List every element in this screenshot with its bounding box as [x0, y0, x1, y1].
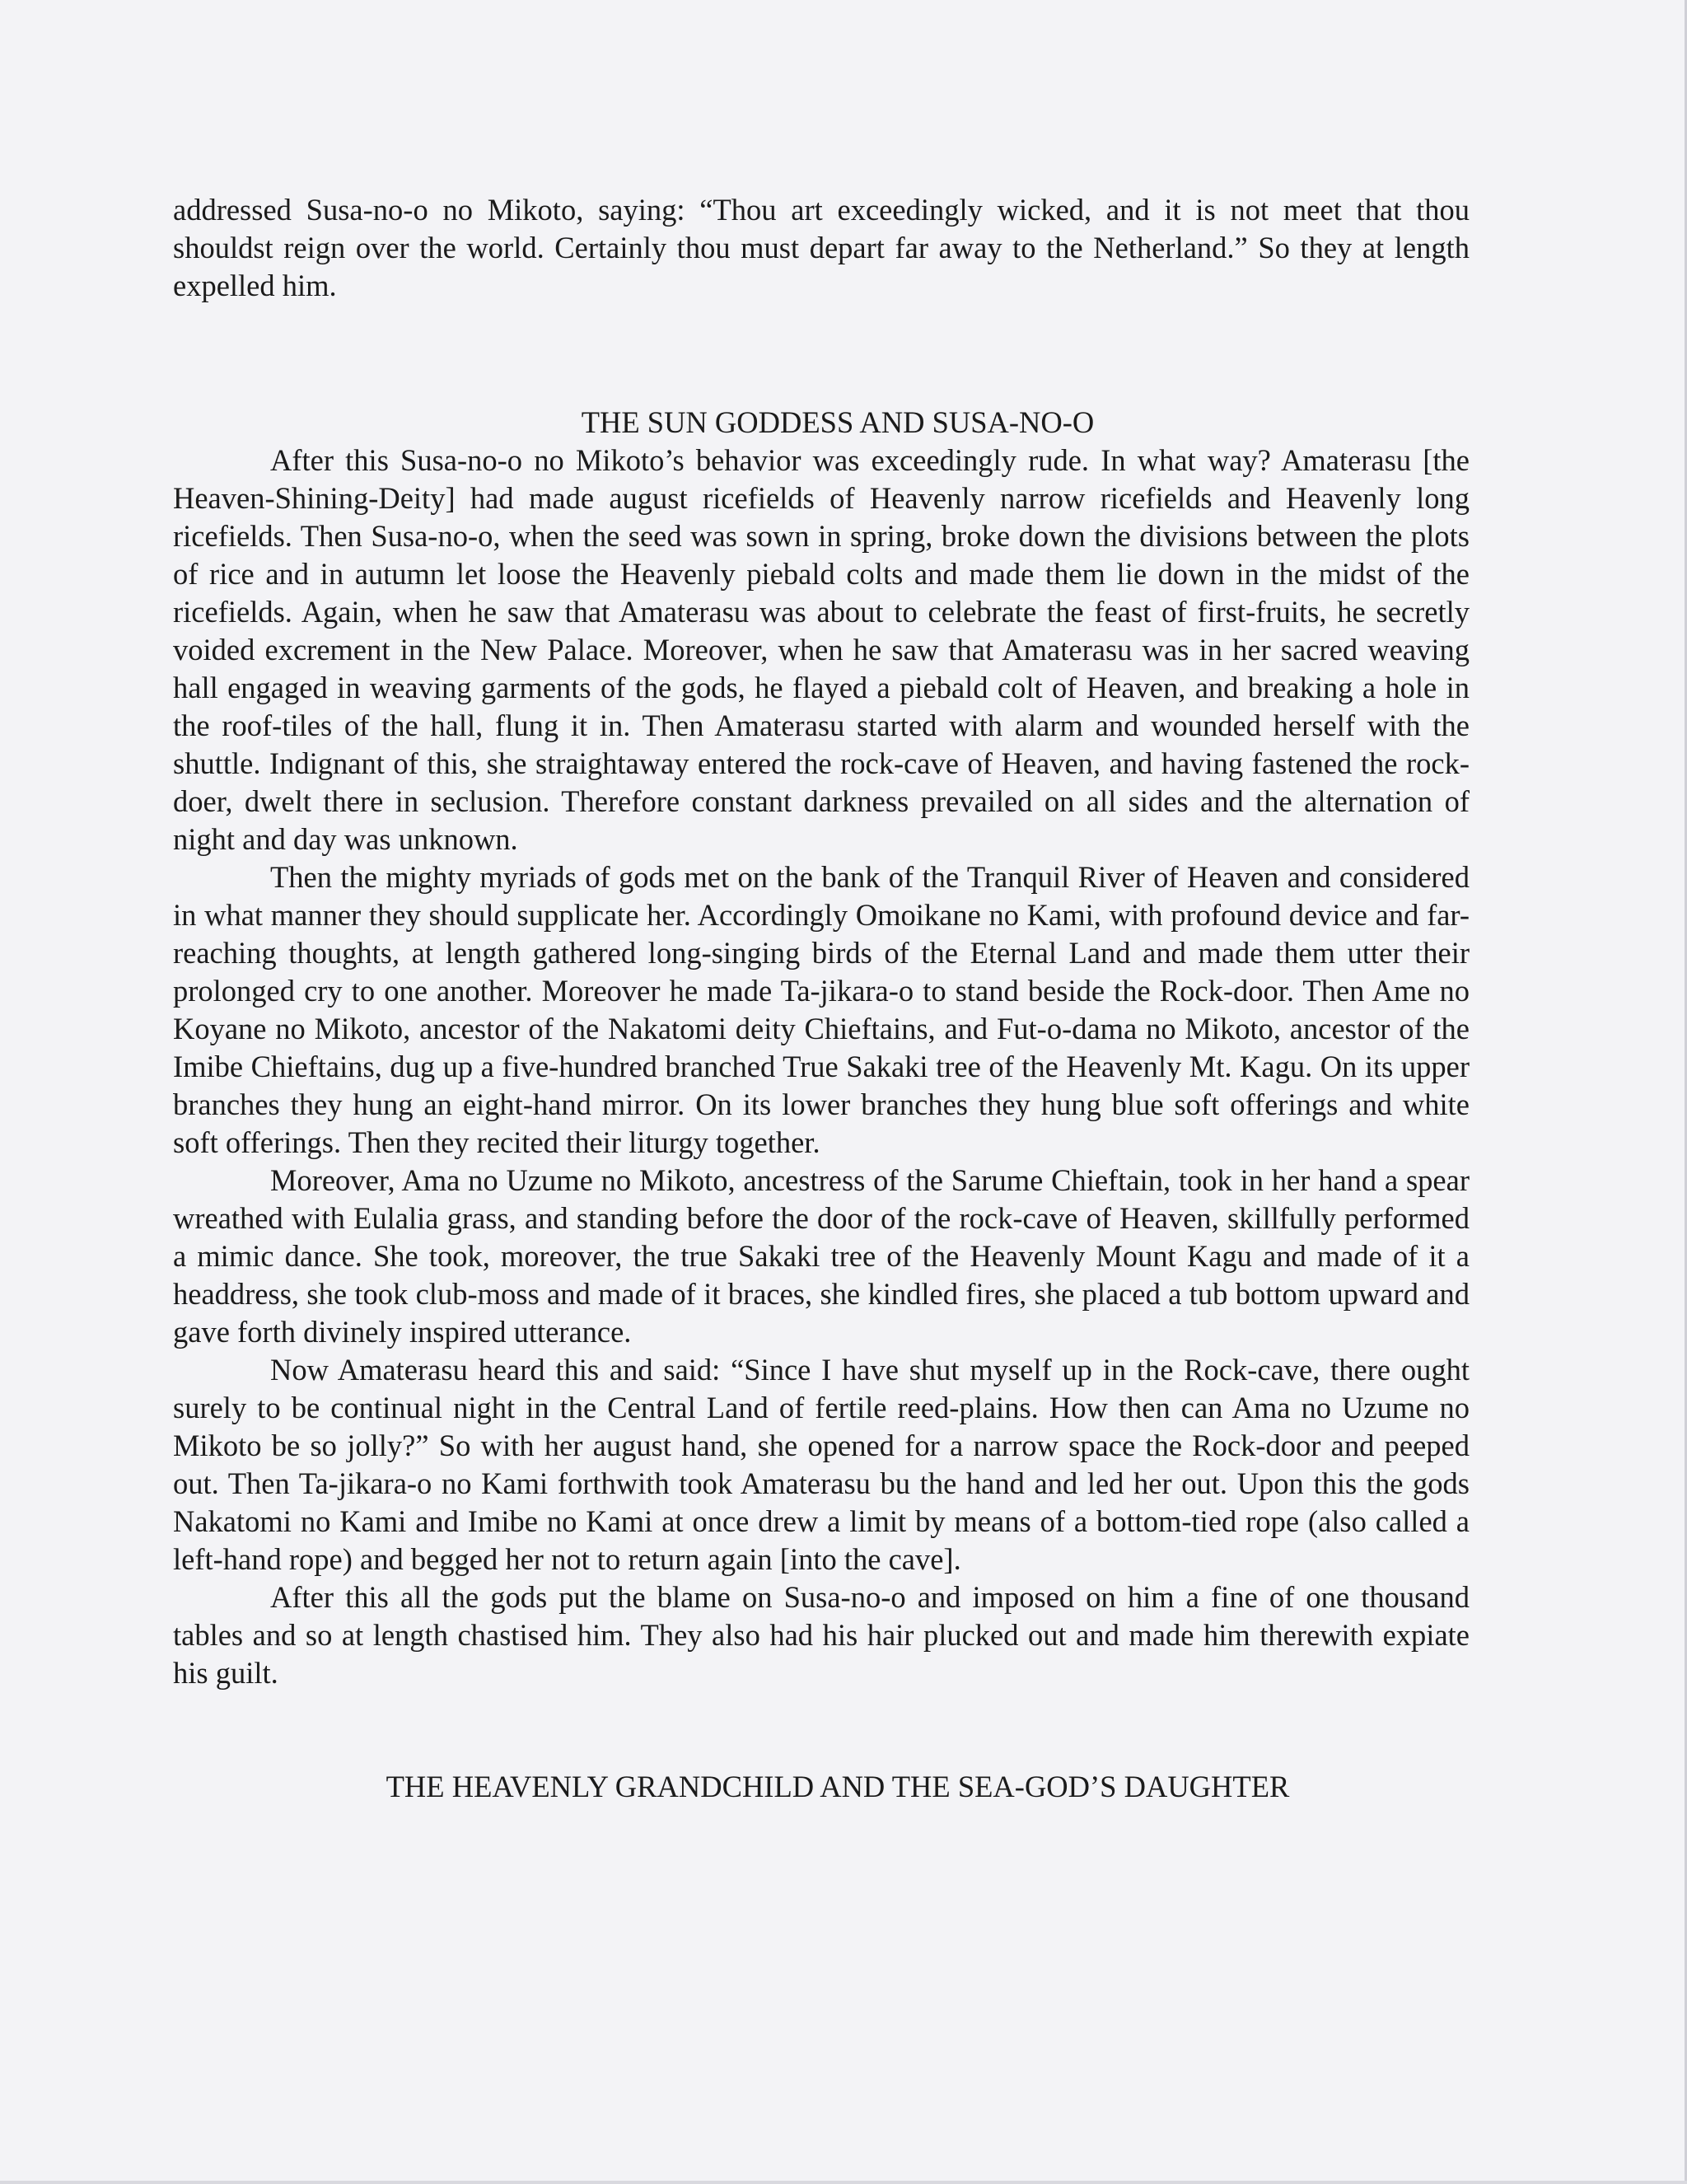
- page-edge-bottom: [0, 2181, 1687, 2184]
- paragraph-ama-no-uzume: Moreover, Ama no Uzume no Mikoto, ancestress of the Sarume Chieftain, took in her hand a spear wreathed with Eulalia grass, and standing before the door of the rock-cave of Heaven, skillfully performed a mimic dance. She took, moreover, the true Sakaki tree of the Heavenly Mount Kagu and made of it a headdress, she took club-moss and made of it braces, she kindled fires, she placed a tub bottom upward and gave forth divinely inspired utterance.: [173, 1163, 1470, 1349]
- section-heading-sun-goddess: THE SUN GODDESS AND SUSA-NO-O: [581, 405, 1095, 439]
- opening-paragraph: addressed Susa-no-o no Mikoto, saying: “Thou art exceedingly wicked, and it is not meet that thou shouldst reign over the world. Certainly thou must depart far away to the Netherland.” So they at length expelled him.: [173, 193, 1470, 302]
- section-heading-heavenly-grandchild: THE HEAVENLY GRANDCHILD AND THE SEA-GOD’S DAUGHTER: [386, 1770, 1290, 1803]
- paragraph-amaterasu-heard: Now Amaterasu heard this and said: “Since I have shut myself up in the Rock-cave, there ought surely to be continual night in the Central Land of fertile reed-plains. How then can Ama no Uzume no Mikoto be so jolly?” So with her august hand, she opened for a narrow space the Rock-door and peeped out. Then Ta-jikara-o no Kami forthwith took Amaterasu bu the hand and led her out. Upon this the gods Nakatomi no Kami and Imibe no Kami at once drew a limit by means of a bottom-tied rope (also called a left-hand rope) and begged her not to return again [into the cave].: [173, 1353, 1470, 1576]
- paragraph-susa-no-o-behavior: After this Susa-no-o no Mikoto’s behavior was exceedingly rude. In what way? Amaterasu [the Heaven-Shining-Deity] had made august ricefields of Heavenly narrow ricefields and Heavenly long ricefields. Then Susa-no-o, when the seed was sown in spring, broke down the divisions between the plots of rice and in autumn let loose the Heavenly piebald colts and made them lie down in the midst of the ricefields. Again, when he saw that Amaterasu was about to celebrate the feast of first-fruits, he secretly voided excrement in the New Palace. Moreover, when he saw that Amaterasu was in her sacred weaving hall engaged in weaving garments of the gods, he flayed a piebald colt of Heaven, and breaking a hole in the roof-tiles of the hall, flung it in. Then Amaterasu started with alarm and wounded herself with the shuttle. Indignant of this, she straightaway entered the rock-cave of Heaven, and having fastened the rock-doer, dwelt there in seclusion. Therefore constant darkness prevailed on all sides and the alternation of night and day was unknown.: [173, 443, 1470, 856]
- paragraph-myriads-of-gods: Then the mighty myriads of gods met on the bank of the Tranquil River of Heaven and considered in what manner they should supplicate her. Accordingly Omoikane no Kami, with profound device and far-reaching thoughts, at length gathered long-singing birds of the Eternal Land and made them utter their prolonged cry to one another. Moreover he made Ta-jikara-o to stand beside the Rock-door. Then Ame no Koyane no Mikoto, ancestor of the Nakatomi deity Chieftains, and Fut-o-dama no Mikoto, ancestor of the Imibe Chieftains, dug up a five-hundred branched True Sakaki tree of the Heavenly Mt. Kagu. On its upper branches they hung an eight-hand mirror. On its lower branches they hung blue soft offerings and white soft offerings. Then they recited their liturgy together.: [173, 860, 1470, 1159]
- paragraph-blame-on-susa-no-o: After this all the gods put the blame on Susa-no-o and imposed on him a fine of one thousand tables and so at length chastised him. They also had his hair plucked out and made him therewith expiate his guilt.: [173, 1580, 1470, 1690]
- text-column: [173, 191, 1470, 1806]
